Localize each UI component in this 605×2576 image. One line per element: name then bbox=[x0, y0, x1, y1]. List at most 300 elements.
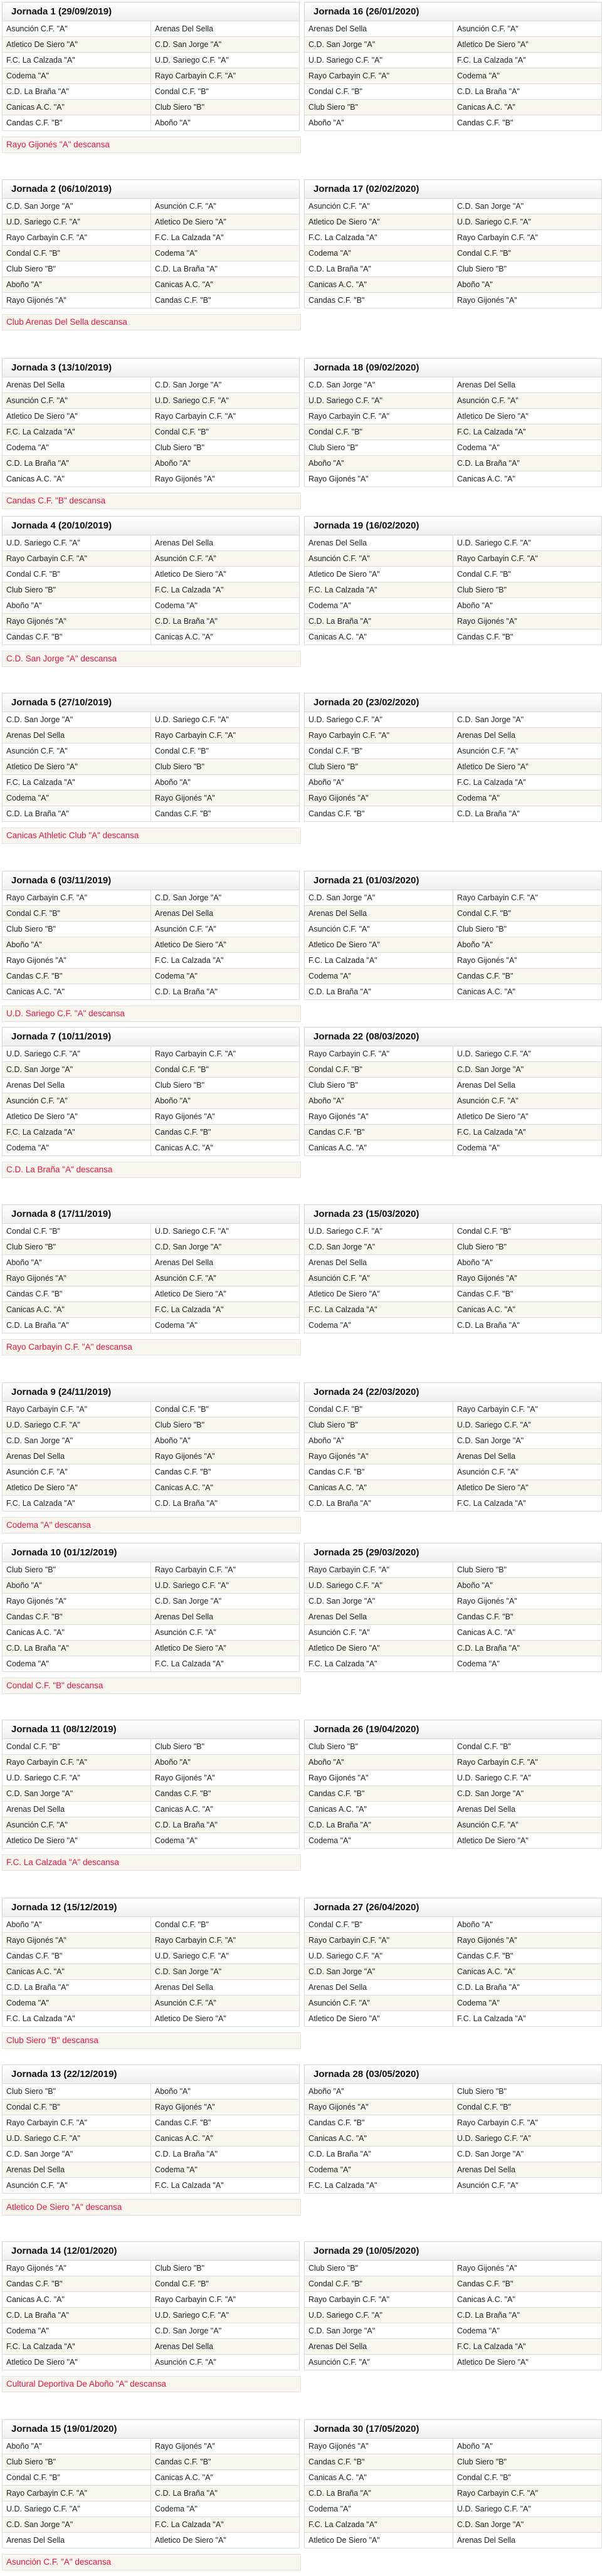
home-team: Candas C.F. "B" bbox=[3, 969, 151, 984]
home-team: Arenas Del Sella bbox=[3, 1802, 151, 1817]
home-team: C.D. San Jorge "A" bbox=[3, 2517, 151, 2533]
match-row bbox=[3, 1402, 300, 1417]
away-team: Rayo Carbayin C.F. "A" bbox=[453, 2486, 602, 2501]
jornada-title: Jornada 17 (02/02/2020) bbox=[305, 180, 602, 199]
match-row bbox=[3, 969, 300, 984]
match-row bbox=[305, 629, 602, 645]
home-team: Codema "A" bbox=[3, 440, 151, 456]
home-team: Club Siero "B" bbox=[3, 2454, 151, 2470]
home-team: Codema "A" bbox=[3, 2323, 151, 2339]
home-team: Rayo Carbayin C.F. "A" bbox=[3, 890, 151, 906]
away-team: Aboño "A" bbox=[151, 1093, 300, 1109]
away-team: Candas C.F. "B" bbox=[453, 115, 602, 131]
jornada-title: Jornada 9 (24/11/2019) bbox=[3, 1383, 300, 1402]
home-team: Atletico De Siero "A" bbox=[305, 1641, 453, 1656]
home-team: Canicas A.C. "A" bbox=[3, 1625, 151, 1641]
match-row bbox=[305, 1995, 602, 2011]
home-team: C.D. San Jorge "A" bbox=[3, 1433, 151, 1449]
away-team: Arenas Del Sella bbox=[453, 2162, 602, 2178]
away-team: Candas C.F. "B" bbox=[151, 2454, 300, 2470]
away-team: F.C. La Calzada "A" bbox=[151, 2517, 300, 2533]
match-row bbox=[305, 1980, 602, 1995]
match-row bbox=[3, 1770, 300, 1786]
home-team: Rayo Gijonés "A" bbox=[3, 1271, 151, 1286]
away-team: C.D. San Jorge "A" bbox=[453, 199, 602, 214]
match-row bbox=[305, 2147, 602, 2162]
home-team: Aboño "A" bbox=[305, 1433, 453, 1449]
home-team: U.D. Sariego C.F. "A" bbox=[3, 1770, 151, 1786]
jornada-row bbox=[0, 1898, 605, 2054]
away-team: Condal C.F. "B" bbox=[453, 567, 602, 582]
match-row bbox=[305, 806, 602, 822]
away-team: C.D. San Jorge "A" bbox=[151, 890, 300, 906]
match-row bbox=[3, 535, 300, 551]
match-row bbox=[305, 1562, 602, 1578]
away-team: Candas C.F. "B" bbox=[453, 2276, 602, 2292]
home-team: Condal C.F. "B" bbox=[305, 1917, 453, 1933]
away-team: F.C. La Calzada "A" bbox=[453, 2339, 602, 2355]
match-row bbox=[3, 293, 300, 308]
home-team: Atletico De Siero "A" bbox=[3, 1833, 151, 1849]
match-row bbox=[3, 2147, 300, 2162]
jornada-title: Jornada 18 (09/02/2020) bbox=[305, 359, 602, 377]
home-team: Arenas Del Sella bbox=[3, 1078, 151, 1093]
home-team: C.D. La Braña "A" bbox=[3, 1980, 151, 1995]
away-team: Club Siero "B" bbox=[453, 2084, 602, 2100]
match-row bbox=[3, 1917, 300, 1933]
away-team: C.D. San Jorge "A" bbox=[151, 1239, 300, 1255]
home-team: Codema "A" bbox=[305, 598, 453, 614]
match-row bbox=[3, 791, 300, 806]
away-team: Aboño "A" bbox=[151, 2084, 300, 2100]
rest-team-note: Candas C.F. "B" descansa bbox=[2, 493, 301, 509]
home-team: C.D. La Braña "A" bbox=[305, 1496, 453, 1511]
home-team: C.D. San Jorge "A" bbox=[305, 2323, 453, 2339]
match-row bbox=[3, 1062, 300, 1078]
match-row bbox=[3, 377, 300, 393]
match-row bbox=[3, 1594, 300, 1609]
away-team: Condal C.F. "B" bbox=[453, 2100, 602, 2115]
home-team: Condal C.F. "B" bbox=[305, 424, 453, 440]
home-team: Canicas A.C. "A" bbox=[3, 471, 151, 487]
match-row bbox=[3, 744, 300, 759]
home-team: Condal C.F. "B" bbox=[3, 906, 151, 922]
jornada-table bbox=[304, 358, 602, 487]
away-team: Canicas A.C. "A" bbox=[151, 1802, 300, 1817]
home-team: U.D. Sariego C.F. "A" bbox=[3, 214, 151, 230]
away-team: Atletico De Siero "A" bbox=[151, 2011, 300, 2027]
away-team: Condal C.F. "B" bbox=[151, 2276, 300, 2292]
match-row bbox=[3, 629, 300, 645]
rest-team-note: Cultural Deportiva De Aboño "A" descansa bbox=[2, 2376, 301, 2392]
match-row bbox=[305, 246, 602, 261]
match-row bbox=[3, 2486, 300, 2501]
home-team: Codema "A" bbox=[3, 1140, 151, 1156]
away-team: Canicas A.C. "A" bbox=[453, 1964, 602, 1980]
away-team: Arenas Del Sella bbox=[151, 21, 300, 37]
away-team: Aboño "A" bbox=[151, 115, 300, 131]
away-team: Atletico De Siero "A" bbox=[453, 409, 602, 424]
away-team: U.D. Sariego C.F. "A" bbox=[453, 1046, 602, 1062]
match-row bbox=[3, 1239, 300, 1255]
away-team: F.C. La Calzada "A" bbox=[453, 424, 602, 440]
away-team: Club Siero "B" bbox=[453, 2454, 602, 2470]
jornada-title: Jornada 12 (15/12/2019) bbox=[3, 1898, 300, 1917]
home-team: C.D. La Braña "A" bbox=[3, 806, 151, 822]
match-row bbox=[305, 2501, 602, 2517]
match-row bbox=[305, 100, 602, 115]
match-row bbox=[3, 2162, 300, 2178]
away-team: Aboño "A" bbox=[453, 1255, 602, 1271]
match-row bbox=[305, 1480, 602, 1496]
home-team: Atletico De Siero "A" bbox=[3, 1480, 151, 1496]
match-row bbox=[305, 1594, 602, 1609]
away-team: Codema "A" bbox=[453, 1656, 602, 1672]
match-row bbox=[305, 1464, 602, 1480]
match-row bbox=[3, 2501, 300, 2517]
home-team: F.C. La Calzada "A" bbox=[305, 1656, 453, 1672]
match-row bbox=[3, 728, 300, 744]
match-row bbox=[3, 598, 300, 614]
home-team: Rayo Carbayin C.F. "A" bbox=[3, 2486, 151, 2501]
away-team: Codema "A" bbox=[151, 969, 300, 984]
match-row bbox=[3, 1641, 300, 1656]
home-team: Codema "A" bbox=[305, 969, 453, 984]
away-team: Rayo Carbayin C.F. "A" bbox=[151, 2292, 300, 2308]
away-team: Asunción C.F. "A" bbox=[453, 393, 602, 409]
home-team: Asunción C.F. "A" bbox=[305, 2355, 453, 2370]
away-team: C.D. La Braña "A" bbox=[151, 2147, 300, 2162]
away-team: C.D. La Braña "A" bbox=[151, 1496, 300, 1511]
match-row bbox=[3, 2439, 300, 2454]
away-team: Candas C.F. "B" bbox=[453, 1948, 602, 1964]
home-team: Candas C.F. "B" bbox=[305, 1786, 453, 1802]
away-team: Canicas A.C. "A" bbox=[151, 1480, 300, 1496]
match-row bbox=[3, 1948, 300, 1964]
home-team: Rayo Gijonés "A" bbox=[3, 293, 151, 308]
match-row bbox=[305, 1770, 602, 1786]
jornada-title: Jornada 4 (20/10/2019) bbox=[3, 517, 300, 535]
rest-team-note: Rayo Carbayin C.F. "A" descansa bbox=[2, 1339, 301, 1355]
jornada-left bbox=[2, 1543, 300, 1694]
away-team: Candas C.F. "B" bbox=[151, 1464, 300, 1480]
home-team: Arenas Del Sella bbox=[305, 1609, 453, 1625]
jornada-table bbox=[2, 693, 300, 822]
away-team: C.D. La Braña "A" bbox=[151, 1817, 300, 1833]
away-team: Codema "A" bbox=[453, 1995, 602, 2011]
home-team: Aboño "A" bbox=[305, 115, 453, 131]
match-row bbox=[3, 100, 300, 115]
jornada-title: Jornada 22 (08/03/2020) bbox=[305, 1028, 602, 1046]
match-row bbox=[3, 1125, 300, 1140]
jornada-table bbox=[2, 1720, 300, 1849]
match-row bbox=[305, 2339, 602, 2355]
jornada-table bbox=[304, 1382, 602, 1511]
match-row bbox=[305, 1224, 602, 1239]
match-row bbox=[3, 2261, 300, 2276]
away-team: Condal C.F. "B" bbox=[151, 1062, 300, 1078]
home-team: F.C. La Calzada "A" bbox=[3, 1496, 151, 1511]
home-team: U.D. Sariego C.F. "A" bbox=[3, 535, 151, 551]
away-team: Arenas Del Sella bbox=[453, 1802, 602, 1817]
away-team: C.D. San Jorge "A" bbox=[453, 712, 602, 728]
match-row bbox=[3, 2178, 300, 2194]
home-team: Rayo Carbayin C.F. "A" bbox=[3, 2115, 151, 2131]
away-team: Aboño "A" bbox=[453, 937, 602, 953]
jornada-title: Jornada 28 (03/05/2020) bbox=[305, 2065, 602, 2084]
home-team: Rayo Gijonés "A" bbox=[305, 1109, 453, 1125]
home-team: Aboño "A" bbox=[305, 2084, 453, 2100]
home-team: Atletico De Siero "A" bbox=[3, 759, 151, 775]
match-row bbox=[3, 1786, 300, 1802]
away-team: Arenas Del Sella bbox=[453, 377, 602, 393]
match-row bbox=[3, 1271, 300, 1286]
home-team: Candas C.F. "B" bbox=[3, 1286, 151, 1302]
home-team: Codema "A" bbox=[305, 2162, 453, 2178]
away-team: Club Siero "B" bbox=[151, 759, 300, 775]
match-row bbox=[305, 791, 602, 806]
match-row bbox=[3, 775, 300, 791]
away-team: Rayo Gijonés "A" bbox=[453, 293, 602, 308]
match-row bbox=[3, 1496, 300, 1511]
match-row bbox=[3, 1417, 300, 1433]
home-team: C.D. La Braña "A" bbox=[3, 456, 151, 471]
away-team: Aboño "A" bbox=[453, 1578, 602, 1594]
match-row bbox=[305, 744, 602, 759]
home-team: Asunción C.F. "A" bbox=[3, 1817, 151, 1833]
away-team: Club Siero "B" bbox=[151, 1078, 300, 1093]
away-team: Codema "A" bbox=[151, 2501, 300, 2517]
home-team: Rayo Gijonés "A" bbox=[305, 2100, 453, 2115]
home-team: Asunción C.F. "A" bbox=[305, 551, 453, 567]
match-row bbox=[305, 2261, 602, 2276]
away-team: Canicas A.C. "A" bbox=[453, 984, 602, 1000]
match-row bbox=[3, 1449, 300, 1464]
jornada-right bbox=[304, 516, 602, 645]
away-team: Candas C.F. "B" bbox=[453, 1286, 602, 1302]
jornada-left bbox=[2, 693, 300, 844]
home-team: Candas C.F. "B" bbox=[3, 1609, 151, 1625]
jornada-row bbox=[0, 1027, 605, 1184]
jornada-title: Jornada 10 (01/12/2019) bbox=[3, 1543, 300, 1562]
home-team: U.D. Sariego C.F. "A" bbox=[3, 1417, 151, 1433]
match-row bbox=[305, 1656, 602, 1672]
match-row bbox=[3, 2131, 300, 2147]
away-team: Rayo Gijonés "A" bbox=[453, 1933, 602, 1948]
home-team: C.D. La Braña "A" bbox=[3, 1318, 151, 1333]
jornada-table bbox=[2, 871, 300, 1000]
away-team: Condal C.F. "B" bbox=[151, 1917, 300, 1933]
away-team: Rayo Gijonés "A" bbox=[453, 614, 602, 629]
match-row bbox=[3, 2355, 300, 2370]
away-team: Codema "A" bbox=[453, 2323, 602, 2339]
match-row bbox=[3, 1833, 300, 1849]
home-team: Canicas A.C. "A" bbox=[305, 1140, 453, 1156]
match-row bbox=[305, 1255, 602, 1271]
home-team: U.D. Sariego C.F. "A" bbox=[305, 1224, 453, 1239]
away-team: C.D. La Braña "A" bbox=[453, 2308, 602, 2323]
jornada-table bbox=[304, 871, 602, 1000]
match-row bbox=[305, 1062, 602, 1078]
jornada-left bbox=[2, 1898, 300, 2049]
home-team: Canicas A.C. "A" bbox=[305, 1480, 453, 1496]
home-team: Asunción C.F. "A" bbox=[3, 1093, 151, 1109]
match-row bbox=[3, 1739, 300, 1755]
match-row bbox=[305, 2162, 602, 2178]
away-team: Atletico De Siero "A" bbox=[453, 1480, 602, 1496]
home-team: Candas C.F. "B" bbox=[305, 1464, 453, 1480]
away-team: Aboño "A" bbox=[151, 775, 300, 791]
match-row bbox=[3, 567, 300, 582]
away-team: Club Siero "B" bbox=[453, 1562, 602, 1578]
away-team: Aboño "A" bbox=[453, 598, 602, 614]
match-row bbox=[3, 1609, 300, 1625]
match-row bbox=[3, 759, 300, 775]
rest-team-note: U.D. Sariego C.F. "A" descansa bbox=[2, 1006, 301, 1022]
match-row bbox=[3, 214, 300, 230]
home-team: F.C. La Calzada "A" bbox=[3, 2011, 151, 2027]
away-team: Atletico De Siero "A" bbox=[453, 1109, 602, 1125]
away-team: Rayo Carbayin C.F. "A" bbox=[151, 728, 300, 744]
away-team: Codema "A" bbox=[453, 68, 602, 84]
home-team: Club Siero "B" bbox=[305, 1417, 453, 1433]
match-row bbox=[3, 1109, 300, 1125]
away-team: Rayo Gijonés "A" bbox=[151, 2439, 300, 2454]
away-team: Codema "A" bbox=[151, 598, 300, 614]
away-team: F.C. La Calzada "A" bbox=[151, 1656, 300, 1672]
away-team: Arenas Del Sella bbox=[151, 1609, 300, 1625]
jornada-right bbox=[304, 1382, 602, 1511]
jornada-table bbox=[2, 358, 300, 487]
home-team: Rayo Gijonés "A" bbox=[3, 1933, 151, 1948]
match-row bbox=[3, 456, 300, 471]
away-team: Rayo Carbayin C.F. "A" bbox=[151, 409, 300, 424]
match-row bbox=[305, 1140, 602, 1156]
match-row bbox=[305, 1125, 602, 1140]
away-team: Atletico De Siero "A" bbox=[453, 759, 602, 775]
match-row bbox=[305, 2100, 602, 2115]
home-team: Codema "A" bbox=[305, 1318, 453, 1333]
away-team: Rayo Carbayin C.F. "A" bbox=[151, 1046, 300, 1062]
jornada-table bbox=[304, 1720, 602, 1849]
match-row bbox=[305, 1609, 602, 1625]
jornada-table bbox=[2, 516, 300, 645]
jornada-row bbox=[0, 871, 605, 1028]
match-row bbox=[3, 1755, 300, 1770]
home-team: C.D. San Jorge "A" bbox=[3, 1062, 151, 1078]
away-team: F.C. La Calzada "A" bbox=[151, 1302, 300, 1318]
home-team: Rayo Carbayin C.F. "A" bbox=[305, 68, 453, 84]
jornada-table bbox=[304, 2, 602, 131]
home-team: Condal C.F. "B" bbox=[3, 2100, 151, 2115]
home-team: Atletico De Siero "A" bbox=[3, 409, 151, 424]
away-team: Codema "A" bbox=[151, 1833, 300, 1849]
away-team: Atletico De Siero "A" bbox=[151, 214, 300, 230]
match-row bbox=[3, 1078, 300, 1093]
match-row bbox=[3, 2533, 300, 2548]
jornada-title: Jornada 8 (17/11/2019) bbox=[3, 1205, 300, 1224]
away-team: U.D. Sariego C.F. "A" bbox=[151, 393, 300, 409]
match-row bbox=[3, 582, 300, 598]
home-team: Candas C.F. "B" bbox=[3, 629, 151, 645]
away-team: Club Siero "B" bbox=[151, 1739, 300, 1755]
jornada-table bbox=[304, 1027, 602, 1156]
home-team: Atletico De Siero "A" bbox=[3, 2355, 151, 2370]
away-team: C.D. La Braña "A" bbox=[453, 84, 602, 100]
match-row bbox=[305, 2454, 602, 2470]
jornada-title: Jornada 15 (19/01/2020) bbox=[3, 2420, 300, 2439]
away-team: Asunción C.F. "A" bbox=[151, 1271, 300, 1286]
home-team: Canicas A.C. "A" bbox=[305, 629, 453, 645]
jornada-table bbox=[2, 1898, 300, 2027]
match-row bbox=[3, 1817, 300, 1833]
home-team: U.D. Sariego C.F. "A" bbox=[305, 2308, 453, 2323]
match-row bbox=[305, 551, 602, 567]
match-row bbox=[3, 246, 300, 261]
match-row bbox=[305, 1271, 602, 1286]
away-team: C.D. La Braña "A" bbox=[151, 2486, 300, 2501]
match-row bbox=[305, 21, 602, 37]
match-row bbox=[305, 293, 602, 308]
away-team: Asunción C.F. "A" bbox=[453, 744, 602, 759]
away-team: Condal C.F. "B" bbox=[453, 246, 602, 261]
away-team: Codema "A" bbox=[453, 791, 602, 806]
match-row bbox=[305, 377, 602, 393]
away-team: Rayo Carbayin C.F. "A" bbox=[151, 1562, 300, 1578]
match-row bbox=[3, 2454, 300, 2470]
rest-team-note: Asunción C.F. "A" descansa bbox=[2, 2554, 301, 2570]
jornada-table bbox=[2, 1543, 300, 1672]
match-row bbox=[305, 1093, 602, 1109]
jornada-table bbox=[304, 179, 602, 308]
match-row bbox=[305, 2084, 602, 2100]
home-team: Asunción C.F. "A" bbox=[3, 393, 151, 409]
match-row bbox=[305, 2292, 602, 2308]
home-team: C.D. San Jorge "A" bbox=[305, 1594, 453, 1609]
match-row bbox=[305, 1625, 602, 1641]
match-row bbox=[3, 230, 300, 246]
home-team: Canicas A.C. "A" bbox=[305, 1802, 453, 1817]
away-team: Candas C.F. "B" bbox=[151, 2115, 300, 2131]
home-team: C.D. San Jorge "A" bbox=[3, 712, 151, 728]
match-row bbox=[305, 535, 602, 551]
away-team: Asunción C.F. "A" bbox=[151, 551, 300, 567]
away-team: Codema "A" bbox=[453, 440, 602, 456]
jornada-row bbox=[0, 2, 605, 159]
home-team: Canicas A.C. "A" bbox=[3, 1302, 151, 1318]
home-team: Rayo Carbayin C.F. "A" bbox=[305, 1933, 453, 1948]
away-team: Asunción C.F. "A" bbox=[151, 922, 300, 937]
match-row bbox=[3, 2276, 300, 2292]
match-row bbox=[3, 1433, 300, 1449]
home-team: U.D. Sariego C.F. "A" bbox=[305, 393, 453, 409]
match-row bbox=[305, 969, 602, 984]
home-team: F.C. La Calzada "A" bbox=[3, 2339, 151, 2355]
jornada-left bbox=[2, 2241, 300, 2392]
match-row bbox=[3, 1140, 300, 1156]
match-row bbox=[305, 1964, 602, 1980]
away-team: Canicas A.C. "A" bbox=[453, 471, 602, 487]
home-team: Candas C.F. "B" bbox=[3, 1948, 151, 1964]
match-row bbox=[305, 1817, 602, 1833]
away-team: Candas C.F. "B" bbox=[151, 293, 300, 308]
home-team: Condal C.F. "B" bbox=[305, 1062, 453, 1078]
jornada-title: Jornada 14 (12/01/2020) bbox=[3, 2242, 300, 2261]
away-team: Club Siero "B" bbox=[151, 1417, 300, 1433]
away-team: Club Siero "B" bbox=[151, 2261, 300, 2276]
home-team: Condal C.F. "B" bbox=[305, 84, 453, 100]
away-team: C.D. La Braña "A" bbox=[453, 1641, 602, 1656]
